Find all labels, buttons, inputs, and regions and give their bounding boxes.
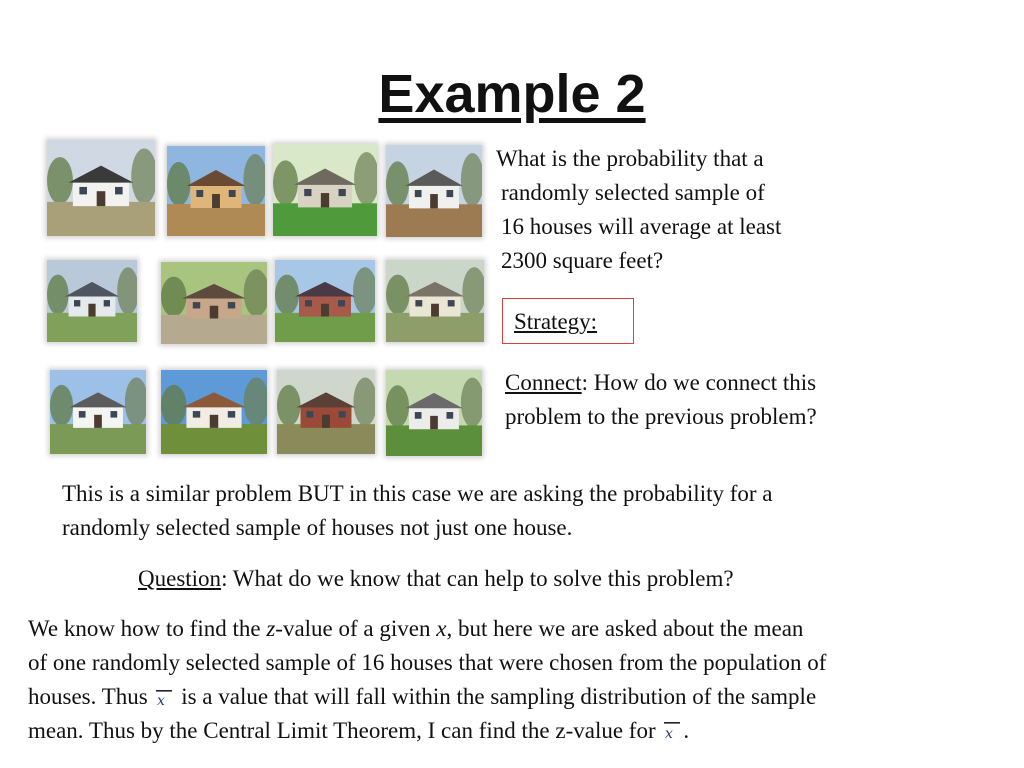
svg-text:x: x [157,693,166,707]
house-photo-4 [386,145,482,237]
house-photo-8 [386,260,484,342]
text-run: . [683,718,690,743]
connect-question-line2: problem to the previous problem? [505,404,817,429]
text-run: mean. Thus by the Central Limit Theorem, I can find the z-value for [28,718,662,743]
connect-question: : How do we connect this [581,370,817,395]
house-photo-11 [277,370,375,454]
svg-text:x: x [665,726,674,741]
x-bar-symbol [153,687,175,707]
explanation-line-4 [28,714,1018,748]
connect-label: Connect [505,370,582,395]
question-line: 2300 square feet? [501,248,664,273]
similar-problem-text [62,477,982,545]
x-bar-symbol [661,721,683,741]
question-prompt-text: : What do we know that can help to solve this problem? [221,566,734,591]
house-photo-5 [47,260,137,342]
house-photo-grid [45,140,485,460]
text-run: is a value that will fall within the sampling distribution of the sample [175,684,817,709]
house-photo-3 [273,144,377,236]
question-line: What is the probability that a [496,146,764,171]
house-photo-12 [386,370,482,456]
strategy-label: Strategy: [514,309,598,334]
question-line: randomly selected sample of [501,180,765,205]
z-variable: z [266,616,276,641]
text-run: We know how to find the [28,616,267,641]
text-run: , but here we are asked about the mean [446,616,804,641]
explanation-line-1 [28,612,1018,646]
text-run: -value of a given [275,616,437,641]
house-photo-7 [275,260,375,342]
similar-line: randomly selected sample of houses not just one house. [62,515,573,540]
explanation-line-3 [28,680,1018,714]
house-photo-2 [167,146,265,236]
question-text [496,142,876,278]
slide-title: Example 2 [378,64,646,124]
house-photo-1 [47,140,155,236]
question-line: 16 houses will average at least [501,214,782,239]
explanation-line-2: of one randomly selected sample of 16 houses that were chosen from the population of [28,650,827,675]
question-prompt [138,562,938,596]
question-label: Question [138,566,222,591]
text-run: houses. Thus [28,684,154,709]
similar-line: This is a similar problem BUT in this case we are asking the probability for a [62,481,773,506]
explanation-text [28,612,1018,748]
house-photo-6 [161,262,267,344]
house-photo-9 [50,370,146,454]
x-variable: x [436,616,447,641]
connect-text [505,366,925,434]
house-photo-10 [161,370,267,454]
